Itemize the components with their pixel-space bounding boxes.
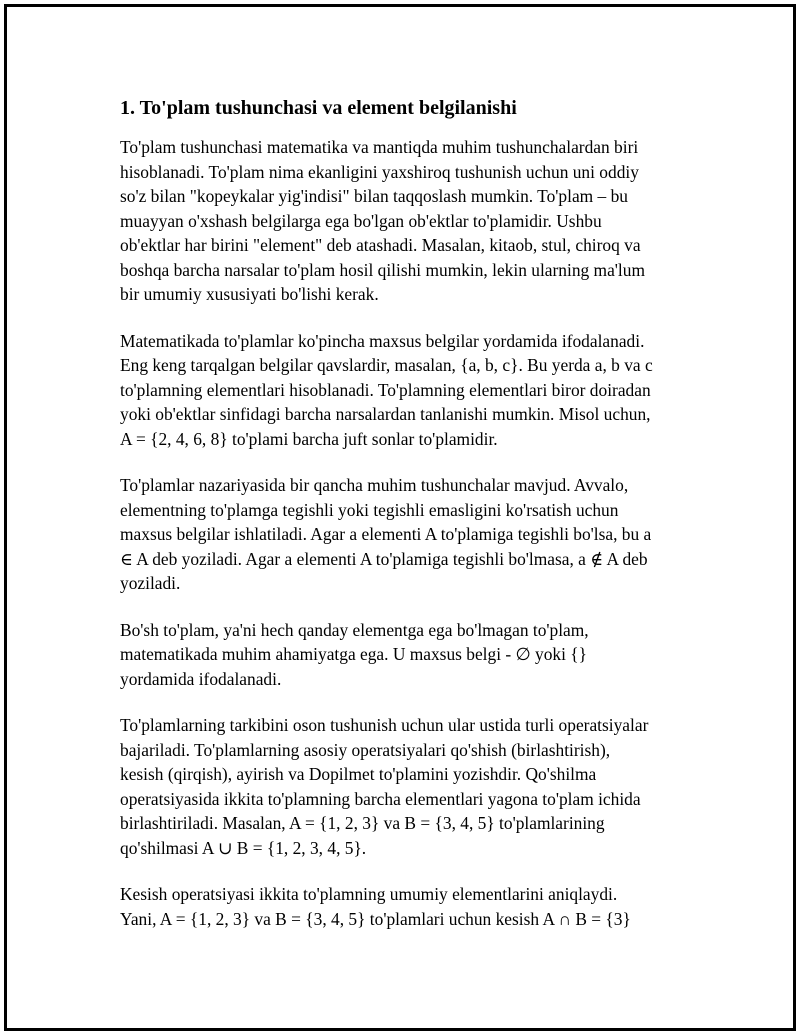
- paragraph-intro: [120, 135, 690, 307]
- text-line: Matematikada to'plamlar ko'pincha maxsus belgilar yordamida ifodalanadi.: [120, 330, 645, 351]
- paragraph-membership: [120, 473, 690, 596]
- section-heading: 1. To'plam tushunchasi va element belgilanishi: [120, 97, 517, 119]
- text-line: ob'ektlar har birini "element" deb atashadi. Masalan, kitaob, stul, chiroq va: [120, 235, 641, 255]
- text-line: operatsiyasida ikkita to'plamning barcha elementlari yagona to'plam ichida: [120, 788, 641, 809]
- text-line: To'plamlarning tarkibini oson tushunish uchun ular ustida turli operatsiyalar: [120, 715, 649, 735]
- text-line: yoki ob'ektlar sinfidagi barcha narsalardan tanlanishi mumkin. Misol uchun,: [120, 404, 651, 424]
- text-line: boshqa barcha narsalar to'plam hosil qilishi mumkin, lekin ularning ma'lum: [120, 259, 645, 280]
- text-line: ∈ A deb yoziladi. Agar a elementi A to'plamiga tegishli bo'lmasa, a ∉ A deb: [120, 548, 648, 569]
- text-line: elementning to'plamga tegishli yoki tegishli emasligini ko'rsatish uchun: [120, 499, 619, 520]
- document-body: [120, 95, 690, 953]
- text-line: matematikada muhim ahamiyatga ega. U maxsus belgi - ∅ yoki {}: [120, 644, 587, 664]
- text-line: yordamida ifodalanadi.: [120, 668, 282, 689]
- text-line: hisoblanadi. To'plam nima ekanligini yaxshiroq tushunish uchun uni oddiy: [120, 161, 639, 182]
- paragraph-operations: [120, 713, 690, 860]
- text-line: A = {2, 4, 6, 8} to'plami barcha juft sonlar to'plamidir.: [120, 428, 498, 449]
- text-line: so'z bilan "kopeykalar yig'indisi" bilan taqqoslash mumkin. To'plam – bu: [120, 186, 628, 206]
- text-line: qo'shilmasi A ∪ B = {1, 2, 3, 4, 5}.: [120, 837, 367, 858]
- paragraph-empty-set: [120, 618, 690, 692]
- text-line: To'plamlar nazariyasida bir qancha muhim tushunchalar mavjud. Avvalo,: [120, 475, 629, 495]
- text-line: birlashtiriladi. Masalan, A = {1, 2, 3} va B = {3, 4, 5} to'plamlarining: [120, 813, 605, 833]
- text-line: bir umumiy xususiyati bo'lishi kerak.: [120, 284, 379, 304]
- text-line: muayyan o'xshash belgilarga ega bo'lgan ob'ektlar to'plamidir. Ushbu: [120, 210, 602, 231]
- text-line: to'plamning elementlari hisoblanadi. To'plamning elementlari biror doiradan: [120, 379, 651, 400]
- text-line: bajariladi. To'plamlarning asosiy operatsiyalari qo'shish (birlashtirish),: [120, 739, 611, 760]
- paragraph-notation: [120, 329, 690, 452]
- paragraph-intersection: [120, 882, 690, 931]
- text-line: yoziladi.: [120, 573, 181, 593]
- text-line: Yani, A = {1, 2, 3} va B = {3, 4, 5} to'plamlari uchun kesish A ∩ B = {3}: [120, 908, 631, 929]
- text-line: maxsus belgilar ishlatiladi. Agar a elementi A to'plamiga tegishli bo'lsa, bu a: [120, 524, 652, 544]
- text-line: Bo'sh to'plam, ya'ni hech qanday elementga ega bo'lmagan to'plam,: [120, 619, 589, 640]
- text-line: To'plam tushunchasi matematika va mantiqda muhim tushunchalardan biri: [120, 137, 639, 157]
- text-line: Kesish operatsiyasi ikkita to'plamning umumiy elementlarini aniqlaydi.: [120, 884, 618, 904]
- page-frame: [4, 4, 796, 1031]
- text-line: kesish (qirqish), ayirish va Dopilmet to'plamini yozishdir. Qo'shilma: [120, 764, 597, 784]
- text-line: Eng keng tarqalgan belgilar qavslardir, masalan, {a, b, c}. Bu yerda a, b va c: [120, 355, 653, 375]
